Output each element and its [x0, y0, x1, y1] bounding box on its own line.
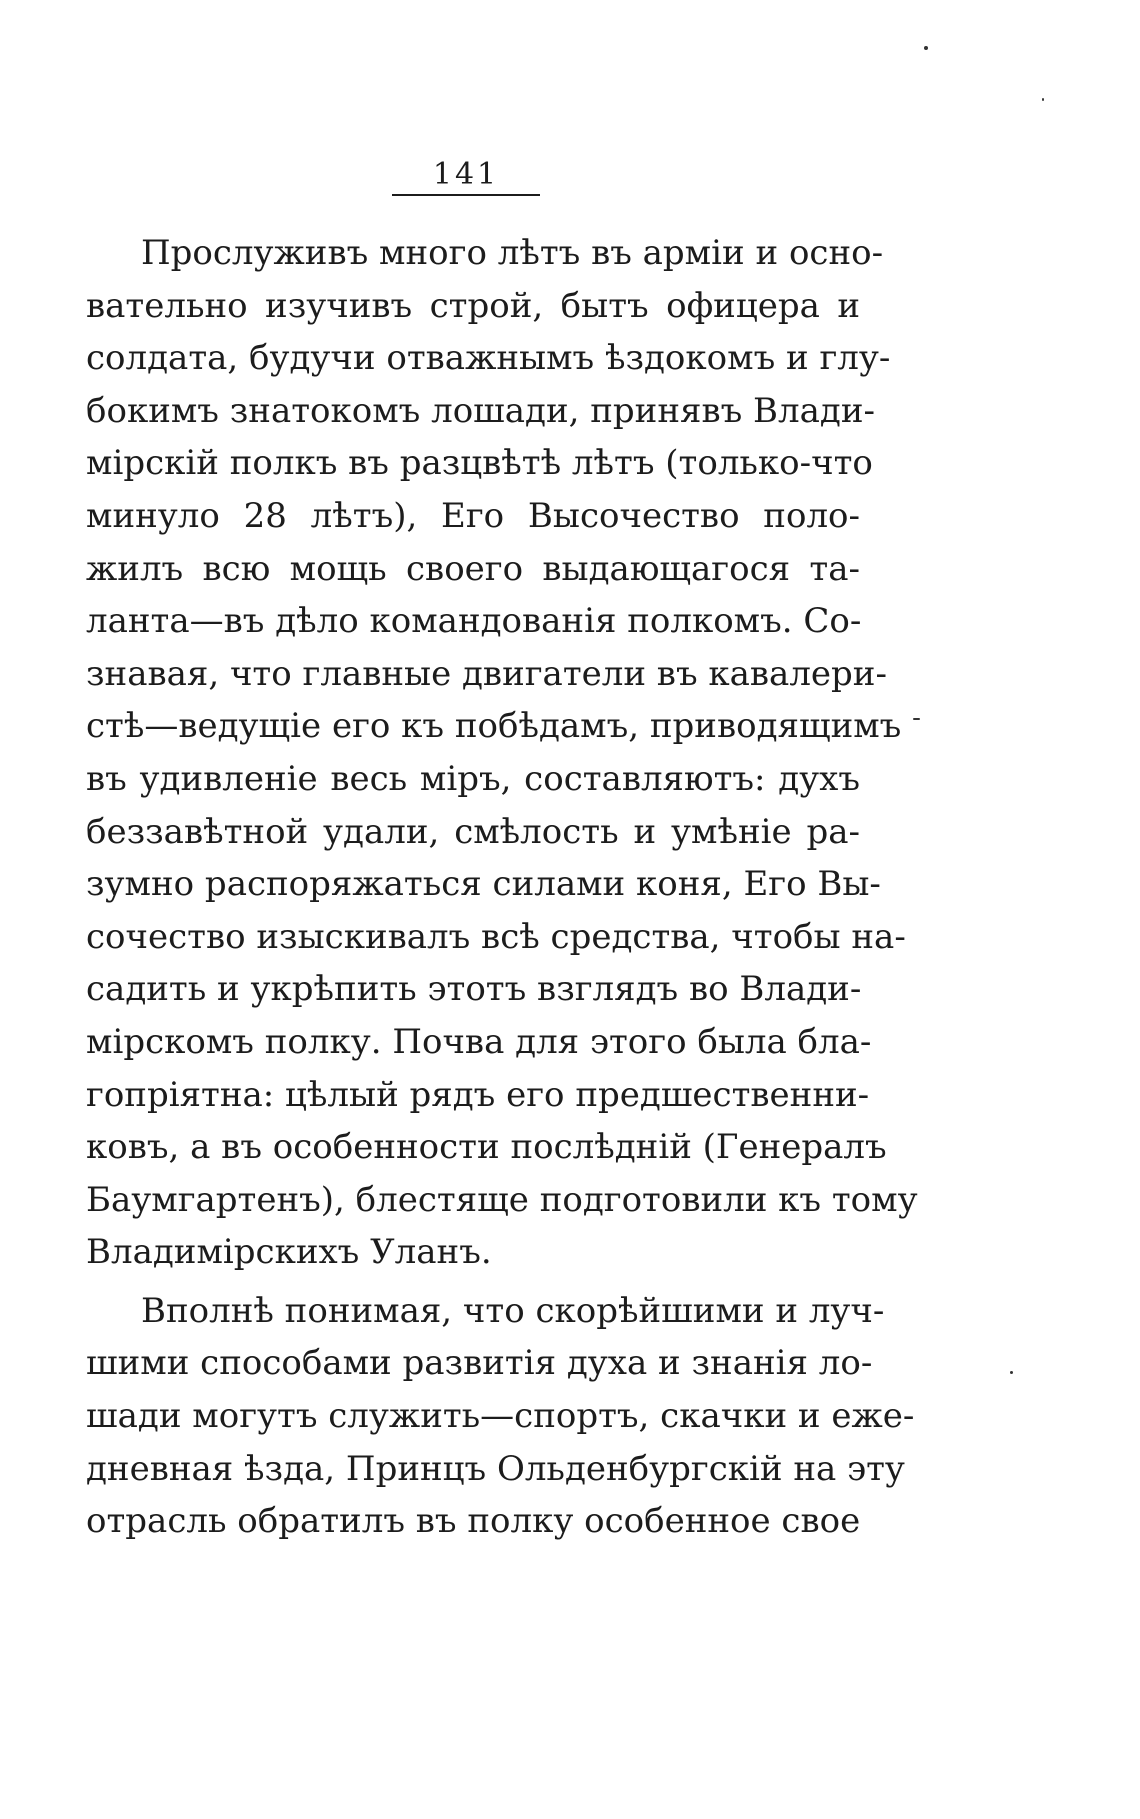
text-line: знавая, что главные двигатели въ кавалери- — [86, 653, 887, 694]
text-line: беззавѣтной удали, смѣлость и умѣніе ра- — [86, 811, 860, 852]
text-line: садить и укрѣпить этотъ взглядъ во Влади- — [86, 969, 862, 1010]
text-line: Владимірскихъ Уланъ. — [86, 1232, 492, 1273]
text-line: бокимъ знатокомъ лошади, принявъ Влади- — [86, 390, 875, 431]
text-line: Вполнѣ понимая, что скорѣйшими и луч- — [141, 1290, 885, 1331]
text-line: мірскомъ полку. Почва для этого была бла- — [86, 1021, 872, 1062]
paragraph — [86, 227, 918, 1279]
text-line: вательно изучивъ строй, бытъ офицера и — [86, 285, 860, 326]
scan-speck — [1010, 1371, 1013, 1374]
text-line: сочество изыскивалъ всѣ средства, чтобы на- — [86, 916, 906, 957]
text-line: Баумгартенъ), блестяще подготовили къ тому — [86, 1179, 918, 1220]
scan-speck — [913, 718, 920, 720]
page-number: 141 — [432, 157, 500, 192]
text-line: солдата, будучи отважнымъ ѣздокомъ и глу- — [86, 338, 891, 379]
text-line: ланта—въ дѣло командованія полкомъ. Со- — [86, 601, 862, 642]
text-line: минуло 28 лѣтъ), Его Высочество поло- — [86, 495, 860, 536]
text-line: въ удивленіе весь міръ, составляютъ: духъ — [86, 758, 860, 799]
body-text — [86, 227, 918, 1548]
text-line: шади могутъ служить—спортъ, скачки и еже- — [86, 1396, 915, 1437]
paragraph — [86, 1285, 915, 1548]
text-line: зумно распоряжаться силами коня, Его Вы- — [86, 864, 881, 905]
text-line: гопріятна: цѣлый рядъ его предшественни- — [86, 1074, 870, 1115]
text-line: ковъ, а въ особенности послѣдній (Генералъ — [86, 1127, 887, 1168]
text-line: дневная ѣзда, Принцъ Ольденбургскій на эту — [86, 1448, 905, 1489]
page-header — [392, 158, 540, 196]
scan-speck — [1042, 98, 1044, 101]
text-line: отрасль обратилъ въ полку особенное свое — [86, 1501, 861, 1542]
text-line: мірскій полкъ въ разцвѣтѣ лѣтъ (только-что — [86, 443, 873, 484]
text-line: Прослуживъ много лѣтъ въ арміи и осно- — [141, 233, 884, 273]
text-line: жилъ всю мощь своего выдающагося та- — [86, 548, 860, 589]
text-line: стѣ—ведущіе его къ побѣдамъ, приводящимъ — [86, 706, 902, 747]
text-line: шими способами развитія духа и знанія ло- — [86, 1343, 873, 1384]
header-rule — [392, 194, 540, 196]
scan-speck — [924, 46, 928, 50]
